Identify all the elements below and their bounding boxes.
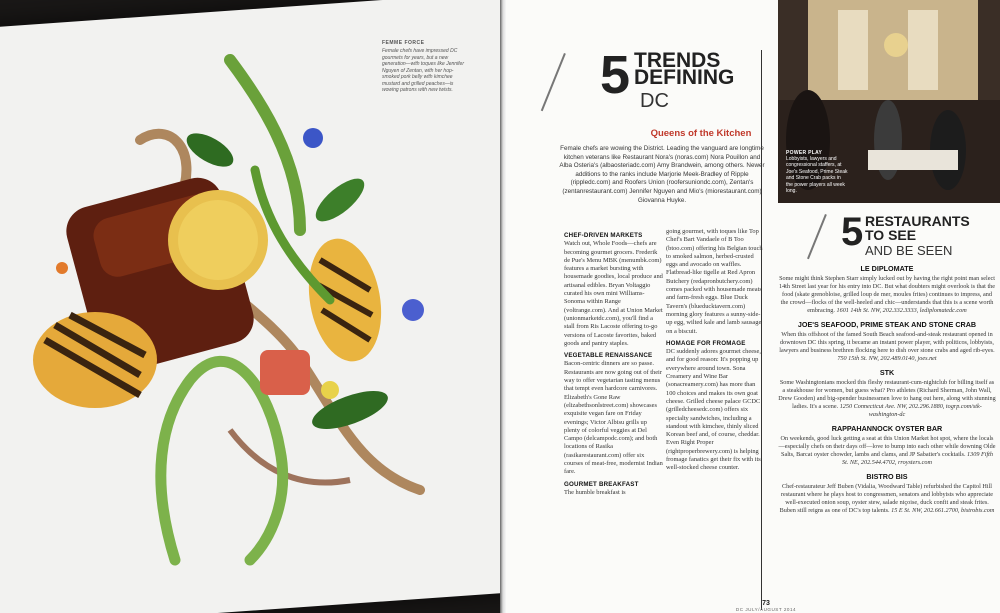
photo-caption-text: Female chefs have impressed DC gourmets for years, but a new generation—with toques like Jennifer Nguyen of Zentan, with her hop-smoked pork belly with kimchee mustard and grilled peaches—is wowing patrons with new twists. bbox=[382, 48, 464, 93]
photo-caption-title: FEMME FORCE bbox=[382, 40, 425, 46]
rest-header-line-3: AND BE SEEN bbox=[865, 243, 953, 258]
restaurants-list bbox=[778, 265, 996, 521]
restaurant-name: BISTRO BIS bbox=[866, 472, 908, 481]
restaurant-name: RAPPAHANNOCK OYSTER BAR bbox=[831, 424, 943, 433]
restaurant-item bbox=[778, 321, 996, 363]
restaurant-name: JOE'S SEAFOOD, PRIME STEAK AND STONE CRAB bbox=[797, 320, 977, 329]
article-column-2 bbox=[666, 228, 766, 474]
rest-header-slash bbox=[807, 214, 826, 259]
restaurant-description: Some Washingtonians mocked this fleshy restaurant-cum-nightclub for billing itself as a steakhouse for women, but guess what? Pro athletes (Richard Sherman, John Wall, Drew Gooden) and big-spender businessmen love to hang out here, along with stunning ladies. It's a scene. bbox=[778, 379, 996, 410]
rest-header-line-1: RESTAURANTS bbox=[865, 213, 970, 229]
restaurant-description: On weekends, good luck getting a seat at this Union Market hot spot, where the locals—especially chefs on their days off—love to bump into each other while downing Olde Salts, Barcat oyster chowder, lambs and clams, and JP Sabatier's cocktails. bbox=[778, 435, 996, 458]
restaurant-address: 750 15th St. NW, 202.489.0140, joes.net bbox=[837, 355, 937, 362]
section-heading: CHEF-DRIVEN MARKETS bbox=[564, 232, 643, 239]
restaurant-description: Chef-restaurateur Jeff Buben (Vidalia, Woodward Table) refurbished the Capitol Hill restaurant where he plays host to congressmen, senators and lobbyists who appreciate well-executed onion soup, oyster stew, salade niçoise, duck confit and steak frites. Buben still reigns as one of DC's top talents. bbox=[779, 483, 994, 514]
header-line-3: DC bbox=[640, 90, 669, 112]
section-text: Watch out, Whole Foods—chefs are becoming gourmet grocers. Frederik de Pue's Menu MBK (menumbk.com) features a market bursting with housemade goodies, local produce and artisanal edibles. Bryan Voltaggio curated his own mini Williams-Sonoma within Range (voltrange.com). And at Union Market (unionmarketdc.com), you'll find a stall from Ris Lacoste offering to-go versions of Lacoste favorites, baked goods and pantry staples. bbox=[564, 240, 663, 347]
section-heading: HOMAGE FOR FROMAGE bbox=[666, 339, 746, 347]
section-text: Bacon-centric dinners are so passe. Restaurants are now going out of their way to offer vegetarian tasting menus that tempt even hardcore carnivores. Elizabeth's Gone Raw (elizabethsonlstreet.com) showcases exquisite vegan fare on Friday evenings; Victor Albisu grills up plenty of colorful veggies at Del Campo (delcampodc.com); and both locations of Rasika (rasikarestaurant.com) offer six courses of meat-free, modernist Indian fare. bbox=[564, 360, 663, 476]
photo-caption bbox=[382, 40, 470, 94]
restaurant-photo bbox=[778, 0, 1000, 203]
restaurant-item bbox=[778, 265, 996, 315]
right-page-article bbox=[506, 0, 1000, 613]
header-slash bbox=[541, 53, 566, 111]
page-number: 73 bbox=[762, 600, 770, 607]
queens-title: Queens of the Kitchen bbox=[650, 128, 752, 139]
magazine-issue: DC JULY/AUGUST 2014 bbox=[735, 607, 797, 612]
page-footer bbox=[706, 600, 826, 612]
header-line-1: TRENDS bbox=[634, 49, 721, 72]
section-heading: GOURMET BREAKFAST bbox=[564, 480, 639, 488]
section-text: The humble breakfast is bbox=[564, 488, 626, 496]
rest-header-number: 5 bbox=[841, 210, 864, 254]
section-text: DC suddenly adores gourmet cheese, and for good reason: It's popping up everywhere around town. Sona Creamery and Wine Bar (sonacreamery.com) has more than 100 choices and makes its own goat cheese. Grilled cheese palace GCDC (grilledcheesedc.com) offers six specialty sandwiches, including a standout with kimchee, thinly sliced Korean beef and, of course, cheddar. Even Right Proper (rightproperbrewery.com) is helping fromage fanatics get their fix with its well-stocked cheese counter. bbox=[666, 348, 761, 472]
article-column-1 bbox=[564, 228, 664, 498]
restaurant-name: STK bbox=[879, 368, 895, 377]
restaurant-description: Some might think Stephen Starr simply lucked out by having the right point man select 14th Street last year for his entry into DC. But what doubters might overlook is that the food (skate grenobloise, grilled loup de mer, moules frites) continues to impress, and the crowd—flocks of the well-heeled and chic—understands that this is a scene worth embracing. bbox=[778, 275, 995, 314]
restaurant-description: When this offshoot of the famed South Beach seafood-and-steak restaurant opened in downtown DC this spring, it became an instant power player, with politicos, lobbyists, lawyers and business brethren flocking here to dish over stone crabs and aged rib-eyes. bbox=[779, 331, 995, 354]
restaurant-item bbox=[778, 425, 996, 467]
restaurant-address: 15 E St. NW, 202.661.2700, bistrobis.com bbox=[891, 507, 995, 514]
section-heading: VEGETABLE RENAISSANCE bbox=[564, 352, 653, 360]
restaurant-photo-caption bbox=[786, 150, 848, 194]
trends-header bbox=[564, 45, 774, 118]
header-line-2: DEFINING bbox=[634, 66, 735, 89]
restaurant-photo-caption-title: POWER PLAY bbox=[786, 150, 823, 156]
section-text: going gourmet, with toques like Top Chef's Bart Vandaele of B Too (btoo.com) offering his Belgian touch to smoked salmon, herbed-crusted eggs and avocado on waffles. Flatbread-like tigelle at Red Apron Butchery (redapronbutchery.com) comes packed with housemade meats and farm-fresh eggs. Blue Duck Tavern's (blueducktavern.com) morning glory features a sunny-side-up egg, wilted kale and lamb sausage on a biscuit. bbox=[666, 228, 763, 335]
restaurant-photo-caption-text: Lobbyists, lawyers and congressional staffers, at Joe's Seafood, Prime Steak and Stone Crab packs in the power players all week long. bbox=[786, 156, 848, 195]
restaurants-header bbox=[821, 212, 991, 260]
queens-text: Female chefs are wowing the District. Leading the vanguard are longtime kitchen veterans like Restaurant Nora's (noras.com) Nora Pouillon and Alba Osteria's (albaosteriadc.com) Amy Brandwein, among others. Newer additions to the ranks include Marjorie Meek-Bradley of Ripple (rippledc.com) and Roofers Union (roofersuniondc.com), Zentan's (zentanrestaurant.com) Jennifer Nguyen and Mio's (miorestaurant.com) Giovanna Huyke. bbox=[559, 145, 765, 204]
header-number: 5 bbox=[600, 45, 631, 105]
restaurant-address: 1601 14th St. NW, 202.332.3333, lediplomatedc.com bbox=[836, 307, 967, 314]
restaurant-name: LE DIPLOMATE bbox=[860, 264, 914, 273]
restaurant-address: 1250 Connecticut Ave. NW, 202.296.1880, togrp.com/stk-washington-dc bbox=[839, 403, 982, 418]
rest-header-line-2: TO SEE bbox=[865, 227, 917, 243]
restaurant-item bbox=[778, 369, 996, 419]
restaurant-address: 1309 Fifth St. NE, 202.544.4702, rroysters.com bbox=[841, 451, 993, 466]
restaurant-item bbox=[778, 473, 996, 515]
